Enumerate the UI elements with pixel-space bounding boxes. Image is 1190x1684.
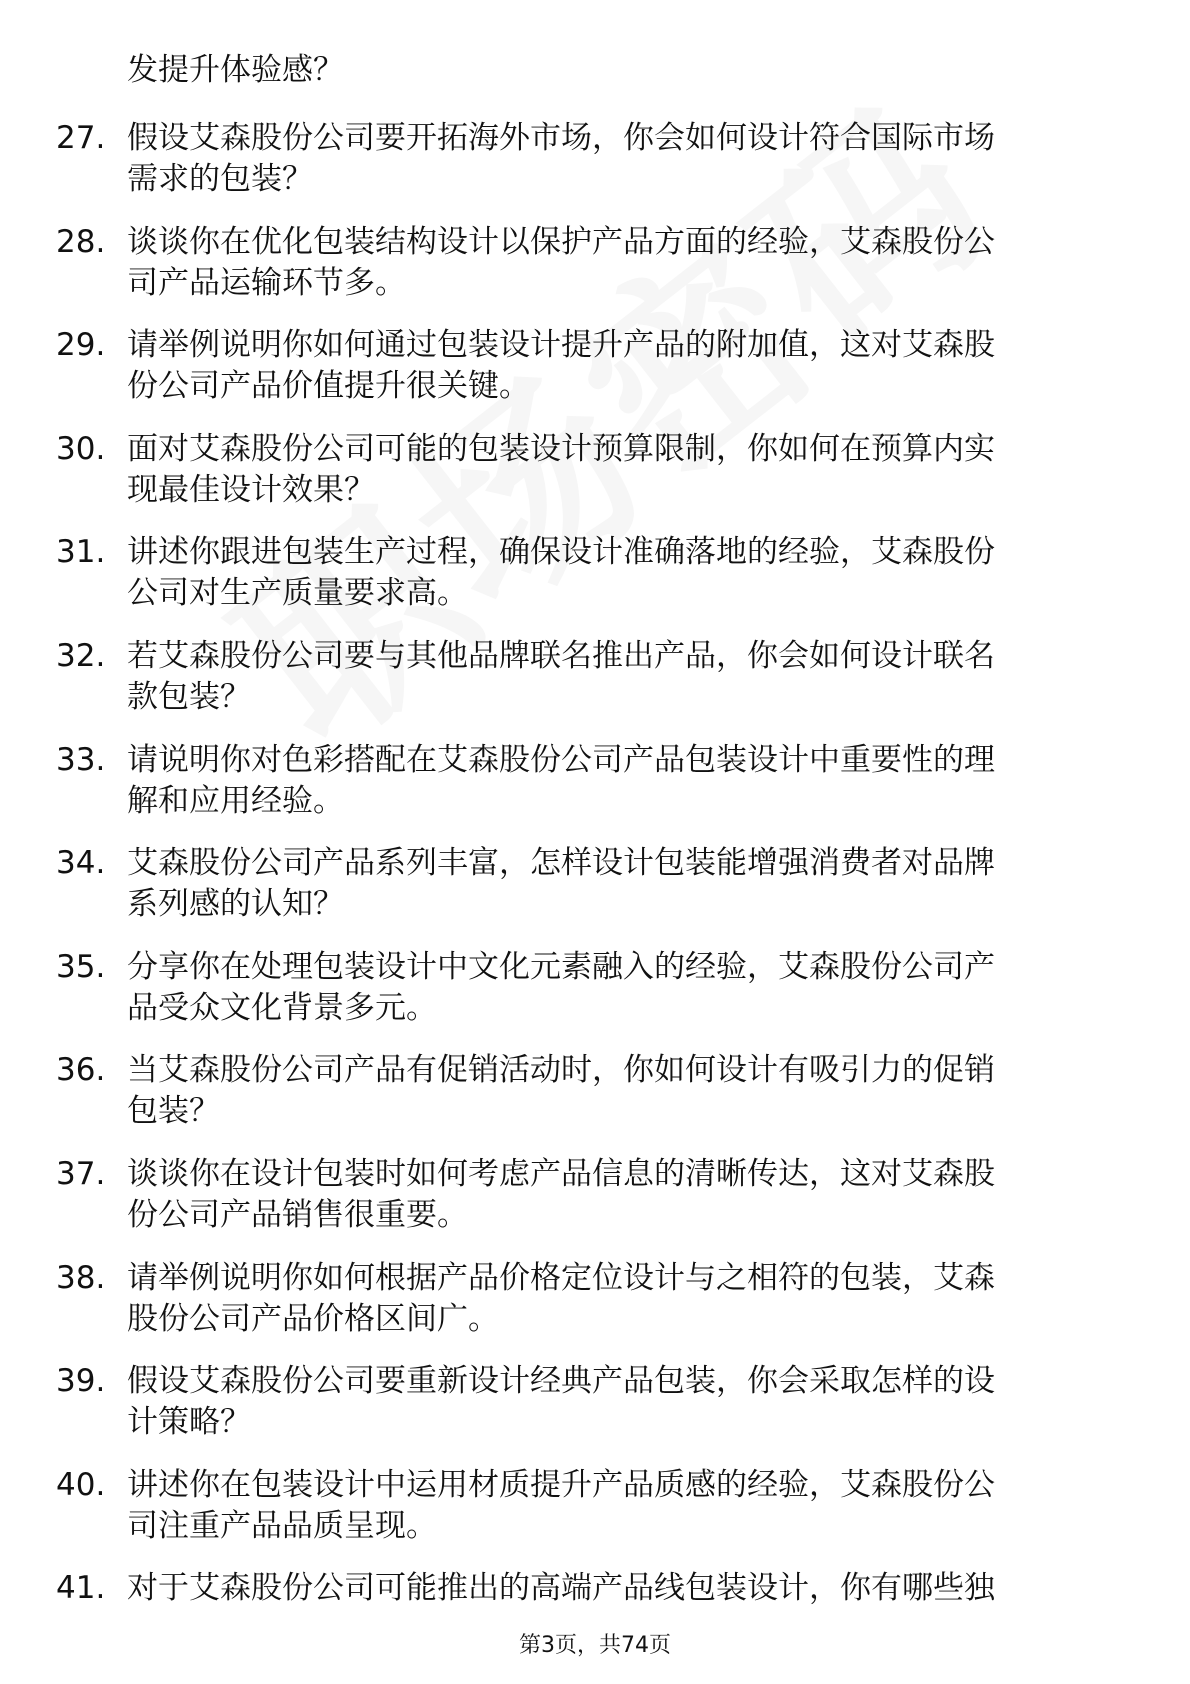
question-item-40 (0, 1465, 1190, 1569)
question-text-line: 对于艾森股份公司可能推出的高端产品线包装设计，你有哪些独 (127, 1570, 995, 1607)
question-item-35 (0, 947, 1190, 1051)
question-text-line: 请举例说明你如何根据产品价格定位设计与之相符的包装，艾森 (127, 1259, 995, 1296)
question-list (0, 118, 1190, 1672)
question-number: 36. (56, 1052, 106, 1089)
question-text-line: 谈谈你在优化包装结构设计以保护产品方面的经验，艾森股份公 (127, 223, 995, 260)
question-text-line: 股份公司产品价格区间广。 (127, 1300, 499, 1337)
question-number: 27. (56, 120, 106, 156)
question-text-line: 计策略？ (127, 1404, 251, 1441)
question-text-line: 面对艾森股份公司可能的包装设计预算限制，你如何在预算内实 (127, 430, 995, 467)
question-text-line: 份公司产品销售很重要。 (127, 1196, 468, 1233)
question-text-line: 假设艾森股份公司要开拓海外市场，你会如何设计符合国际市场 (127, 120, 995, 156)
question-item-34 (0, 843, 1190, 947)
question-text-line: 司产品运输环节多。 (127, 264, 406, 301)
question-item-27 (0, 118, 1190, 222)
question-text-line: 现最佳设计效果？ (127, 471, 375, 508)
question-text-line: 份公司产品价值提升很关键。 (127, 368, 530, 405)
question-number: 39. (56, 1363, 106, 1400)
question-item-30 (0, 429, 1190, 533)
question-item-33 (0, 740, 1190, 844)
question-text-line: 包装？ (127, 1093, 220, 1130)
question-item-39 (0, 1361, 1190, 1465)
question-text-line: 讲述你跟进包装生产过程，确保设计准确落地的经验，艾森股份 (127, 534, 995, 571)
question-text-line: 款包装？ (127, 678, 251, 715)
question-text-line: 需求的包装？ (127, 161, 313, 197)
question-number: 41. (56, 1570, 106, 1607)
question-number: 40. (56, 1466, 106, 1503)
question-item-28 (0, 222, 1190, 326)
question-text-line: 请举例说明你如何通过包装设计提升产品的附加值，这对艾森股 (127, 327, 995, 364)
question-number: 37. (56, 1155, 106, 1192)
question-item-31 (0, 532, 1190, 636)
question-text-line: 解和应用经验。 (127, 782, 344, 819)
question-text-line: 艾森股份公司产品系列丰富，怎样设计包装能增强消费者对品牌 (127, 845, 995, 882)
question-text-line: 公司对生产质量要求高。 (127, 575, 468, 612)
question-text-line: 若艾森股份公司要与其他品牌联名推出产品，你会如何设计联名 (127, 637, 995, 674)
page-footer: 第3页，共74页 (519, 1633, 671, 1658)
question-text-line: 请说明你对色彩搭配在艾森股份公司产品包装设计中重要性的理 (127, 741, 995, 778)
question-number: 33. (56, 741, 106, 778)
question-text-line: 系列感的认知？ (127, 886, 344, 923)
question-number: 34. (56, 845, 106, 882)
question-text-line: 讲述你在包装设计中运用材质提升产品质感的经验，艾森股份公 (127, 1466, 995, 1503)
question-item-37 (0, 1154, 1190, 1258)
question-text-line: 当艾森股份公司产品有促销活动时，你如何设计有吸引力的促销 (127, 1052, 995, 1089)
question-number: 29. (56, 327, 106, 364)
question-item-32 (0, 636, 1190, 740)
question-item-36 (0, 1050, 1190, 1154)
question-number: 32. (56, 637, 106, 674)
question-item-38 (0, 1258, 1190, 1362)
continuation-line: 发提升体验感？ (127, 52, 344, 88)
question-text-line: 分享你在处理包装设计中文化元素融入的经验，艾森股份公司产 (127, 948, 995, 985)
question-text-line: 司注重产品品质呈现。 (127, 1507, 437, 1544)
question-text-line: 假设艾森股份公司要重新设计经典产品包装，你会采取怎样的设 (127, 1363, 995, 1400)
question-number: 38. (56, 1259, 106, 1296)
question-item-29 (0, 325, 1190, 429)
question-text-line: 谈谈你在设计包装时如何考虑产品信息的清晰传达，这对艾森股 (127, 1155, 995, 1192)
question-number: 31. (56, 534, 106, 571)
question-number: 35. (56, 948, 106, 985)
question-number: 28. (56, 223, 106, 260)
question-number: 30. (56, 430, 106, 467)
question-text-line: 品受众文化背景多元。 (127, 989, 437, 1026)
